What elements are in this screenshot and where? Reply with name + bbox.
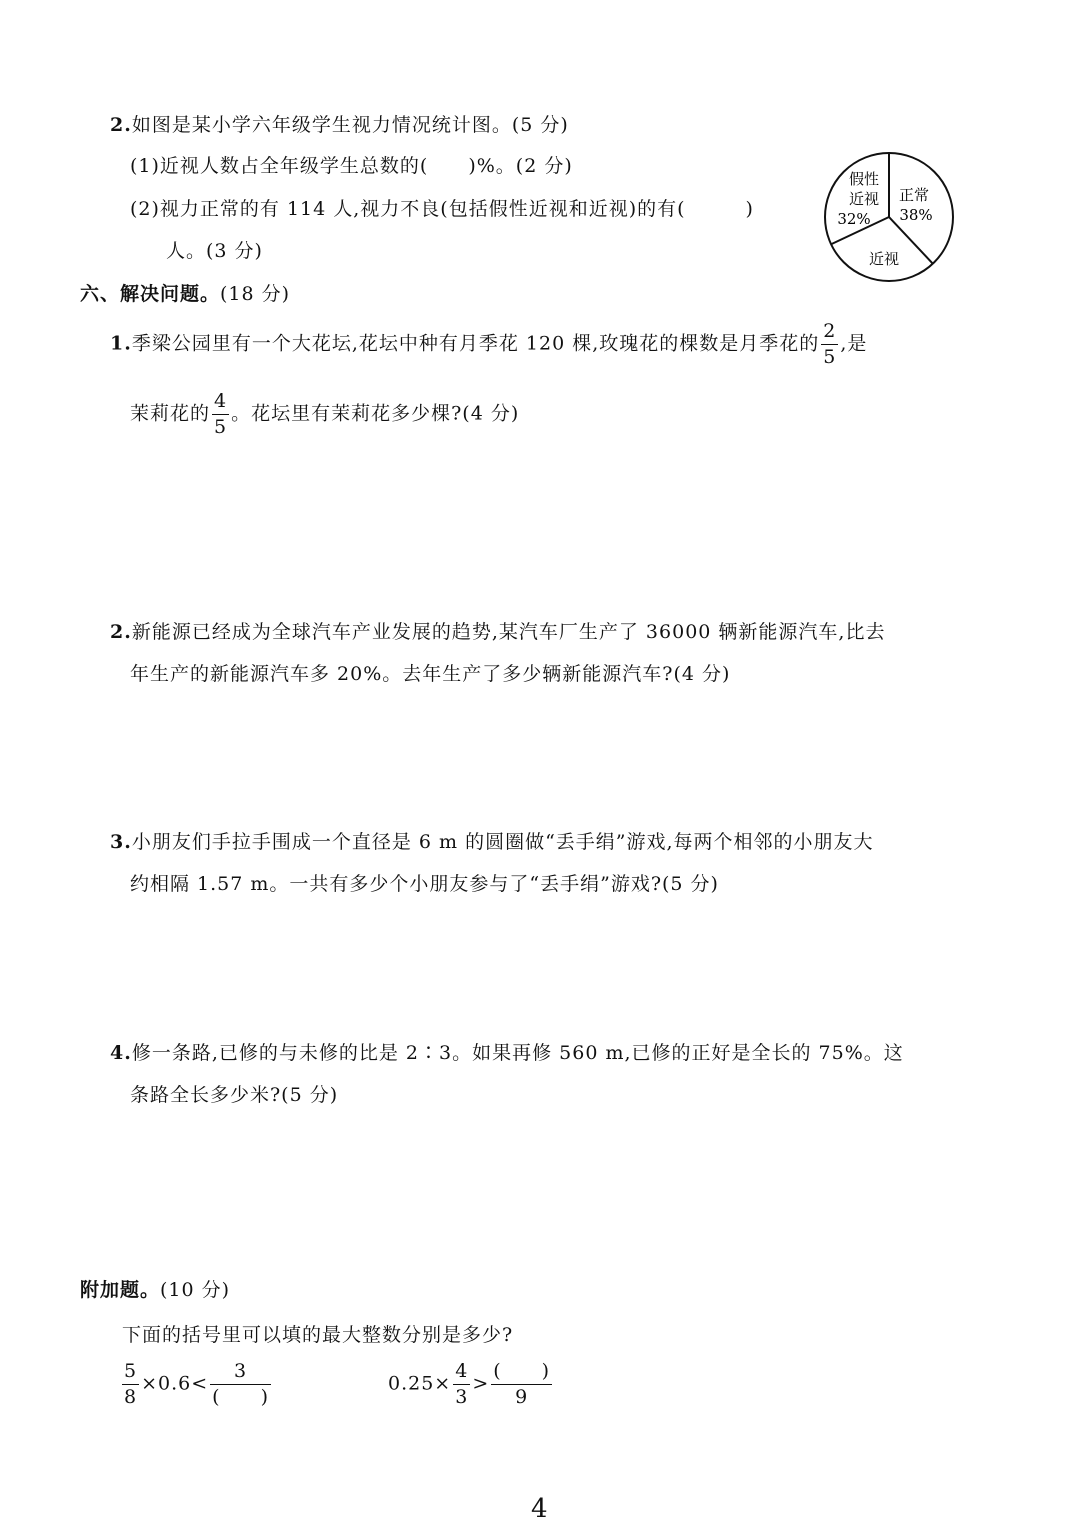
- problem-text: 季梁公园里有一个大花坛,花坛中种有月季花 120 棵,玫瑰花的棵数是月季花的: [131, 332, 820, 355]
- denominator: 5: [823, 346, 837, 368]
- page-number: 4: [531, 1494, 548, 1524]
- problem-text: 修一条路,已修的与未修的比是 2∶3。如果再修 560 m,已修的正好是全长的 75%。这: [131, 1042, 904, 1064]
- problem-text: 小朋友们手拉手围成一个直径是 6 m 的圆圈做“丢手绢”游戏,每两个相邻的小朋友大: [131, 831, 874, 853]
- answer-fraction-1: [210, 1362, 271, 1407]
- problem-number: 3.: [110, 831, 132, 853]
- numerator: 4: [453, 1362, 470, 1385]
- question-text: 如图是某小学六年级学生视力情况统计图。(5 分): [131, 114, 569, 136]
- answer-blank[interactable]: ( ): [212, 1386, 269, 1408]
- fraction-four-fifths: [212, 392, 229, 437]
- denominator: 5: [214, 416, 228, 438]
- slice-label-pseudo-2: 近视: [848, 190, 880, 208]
- fraction-five-eighths: [122, 1362, 139, 1407]
- problem-2-line-2: 年生产的新能源汽车多 20%。去年生产了多少辆新能源汽车?(4 分): [130, 663, 731, 685]
- slice-label-normal: 正常: [898, 186, 930, 204]
- denominator: 3: [455, 1386, 469, 1408]
- section-title: 六、解决问题。: [80, 283, 221, 305]
- slice-label-myopia: 近视: [868, 250, 900, 268]
- answer-blank[interactable]: ( ): [491, 1362, 552, 1385]
- problem-number: 4.: [110, 1042, 132, 1064]
- problem-1-line-1: [110, 322, 867, 367]
- denominator: 8: [124, 1386, 138, 1408]
- problem-text: 茉莉花的: [130, 402, 211, 425]
- slice-value-normal: 38%: [899, 206, 933, 224]
- expression-operator: >: [472, 1372, 490, 1395]
- numerator: 4: [212, 392, 229, 415]
- question-5-2-part-1: (1)近视人数占全年级学生总数的( )%。(2 分): [130, 155, 573, 177]
- bonus-prompt: 下面的括号里可以填的最大整数分别是多少?: [122, 1324, 514, 1346]
- denominator: 9: [515, 1386, 529, 1408]
- problem-text: 。花坛里有茉莉花多少棵?(4 分): [231, 402, 520, 425]
- expression-operator: ×0.6<: [141, 1372, 209, 1395]
- fraction-two-fifths: [821, 322, 838, 367]
- numerator: 5: [122, 1362, 139, 1385]
- slice-value-pseudo: 32%: [837, 210, 871, 228]
- problem-3-line-2: 约相隔 1.57 m。一共有多少个小朋友参与了“丢手绢”游戏?(5 分): [130, 873, 719, 895]
- bonus-expression-2: [388, 1362, 554, 1407]
- question-number: 2.: [110, 114, 132, 136]
- slice-label-pseudo-1: 假性: [848, 170, 880, 188]
- bonus-header: [80, 1275, 230, 1302]
- numerator: 2: [821, 322, 838, 345]
- question-5-2-part-2-cont: 人。(3 分): [166, 240, 263, 262]
- answer-fraction-2: [491, 1362, 552, 1407]
- bonus-title: 附加题。: [80, 1279, 161, 1301]
- problem-4-line-2: 条路全长多少米?(5 分): [130, 1084, 339, 1106]
- problem-text: 新能源已经成为全球汽车产业发展的趋势,某汽车厂生产了 36000 辆新能源汽车,比去: [131, 621, 886, 643]
- fraction-four-thirds: [453, 1362, 470, 1407]
- problem-3-line-1: [110, 827, 874, 854]
- problem-text: ,是: [840, 332, 868, 355]
- vision-pie-chart: [822, 150, 956, 284]
- bonus-score: (10 分): [160, 1279, 231, 1301]
- problem-2-line-1: [110, 617, 885, 644]
- expression-prefix: 0.25×: [388, 1372, 452, 1395]
- problem-1-line-2: [130, 392, 519, 437]
- problem-number: 2.: [110, 621, 132, 643]
- problem-number: 1.: [110, 332, 132, 355]
- section-score: (18 分): [220, 283, 291, 305]
- question-5-2-title: [110, 110, 569, 137]
- bonus-expression-1: [120, 1362, 273, 1407]
- section-6-header: [80, 279, 290, 306]
- question-5-2-part-2: (2)视力正常的有 114 人,视力不良(包括假性近视和近视)的有( ): [130, 198, 754, 220]
- numerator: 3: [210, 1362, 271, 1385]
- problem-4-line-1: [110, 1038, 904, 1065]
